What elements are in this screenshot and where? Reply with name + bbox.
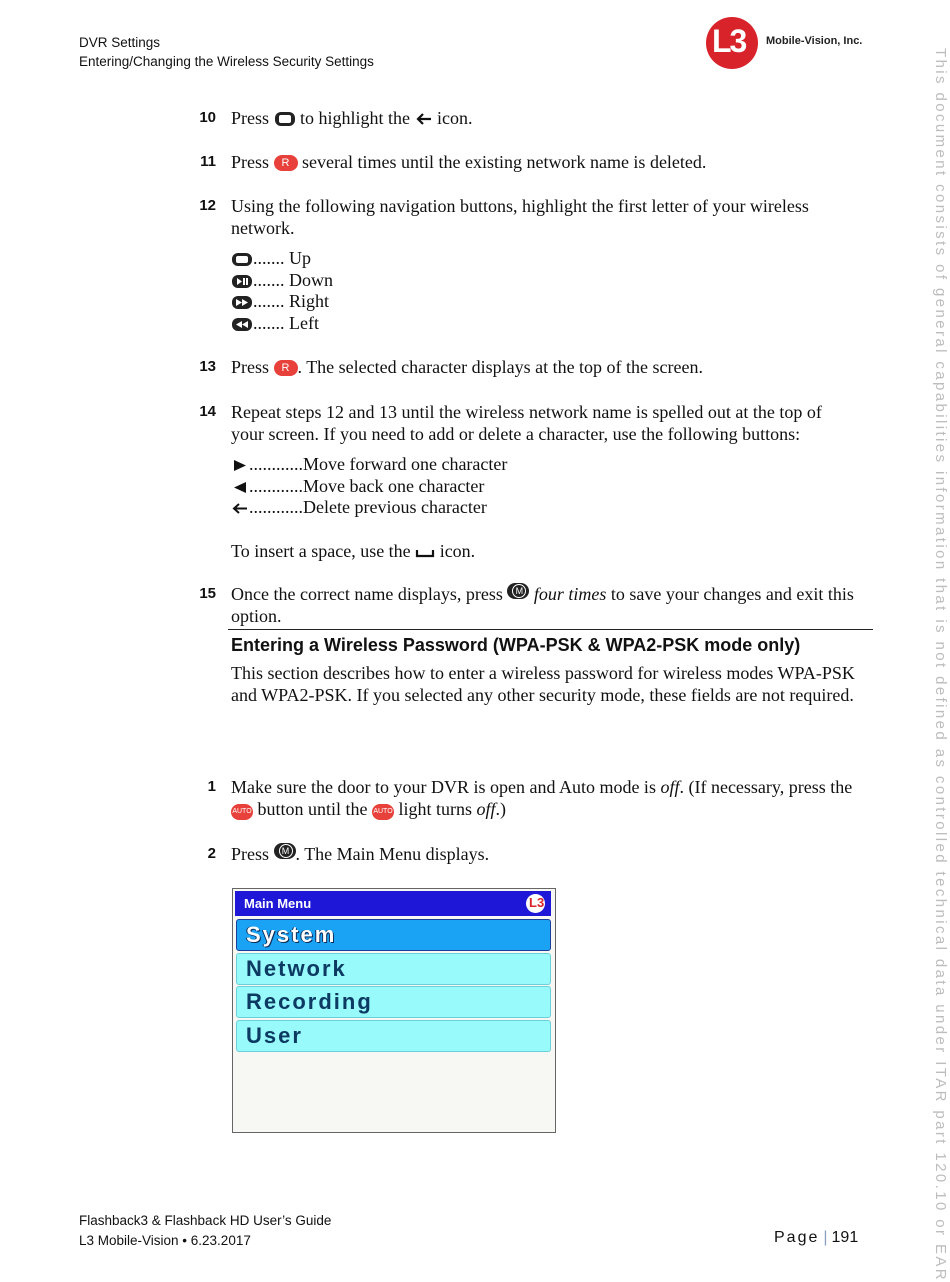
back-arrow-icon <box>415 111 433 127</box>
edit-key-list <box>231 454 507 519</box>
logo-company-name: Mobile-Vision, Inc. <box>766 35 863 47</box>
step-number: 11 <box>200 153 216 170</box>
back-arrow-icon <box>231 501 249 516</box>
fast-forward-button-icon <box>231 295 253 310</box>
step-text: Repeat steps 12 and 13 until the wireless network name is spelled out at the top of your screen. If you need to add or delete a character, use the following buttons: <box>231 402 822 444</box>
menu-item-user[interactable]: User <box>236 1020 551 1052</box>
key-forward: ............Move forward one character <box>231 454 507 476</box>
header-subsection: Entering/Changing the Wireless Security Settings <box>79 54 374 69</box>
rewind-button-icon <box>231 317 253 332</box>
section-intro: This section describes how to enter a wireless password for wireless modes WPA-PSK and WPA2-PSK. If you selected any other security mode, these fields are not required. <box>231 663 855 705</box>
footer-guide-title: Flashback3 & Flashback HD User’s Guide <box>79 1213 332 1228</box>
page-number: Page | 191 <box>774 1229 859 1246</box>
nav-right: ....... Right <box>231 291 333 313</box>
step-number: 2 <box>207 845 216 862</box>
section-title: Entering a Wireless Password (WPA-PSK & WPA2-PSK mode only) <box>231 635 801 655</box>
auto-light-icon: AUTO <box>372 804 394 820</box>
up-button-icon <box>274 111 296 127</box>
l3-logo-mark: L3 <box>706 17 758 69</box>
menu-button-icon: M <box>507 583 529 599</box>
nav-button-list <box>231 248 333 334</box>
r-button-icon: R <box>274 360 298 376</box>
header-section: DVR Settings <box>79 35 161 50</box>
menu-item-network[interactable]: Network <box>236 953 551 985</box>
footer-company-date: L3 Mobile-Vision • 6.23.2017 <box>79 1233 251 1248</box>
step-number: 13 <box>199 358 216 375</box>
menu-item-recording[interactable]: Recording <box>236 986 551 1018</box>
page-header <box>79 33 374 71</box>
space-instruction: To insert a space, use the icon. <box>231 541 476 561</box>
l3-logo-icon: L3 <box>526 894 545 913</box>
dvr-main-menu-screenshot <box>232 888 556 1133</box>
menu-item-system[interactable]: System <box>236 919 551 951</box>
auto-button-icon: AUTO <box>231 804 253 820</box>
space-icon <box>415 546 435 560</box>
r-button-icon: R <box>274 155 298 171</box>
company-logo <box>706 17 868 69</box>
screen-title: Main Menu <box>244 896 312 911</box>
nav-up: ....... Up <box>231 248 333 270</box>
step-number: 14 <box>199 403 216 420</box>
right-triangle-icon <box>231 458 249 473</box>
step-number: 15 <box>199 585 216 602</box>
up-button-icon <box>231 252 253 267</box>
screen-title-bar <box>235 891 551 916</box>
section-divider <box>228 629 873 630</box>
key-delete: ............Delete previous character <box>231 497 507 519</box>
nav-left: ....... Left <box>231 313 333 335</box>
key-back: ............Move back one character <box>231 476 507 498</box>
menu-button-icon: M <box>274 843 296 859</box>
nav-down: ....... Down <box>231 270 333 292</box>
itar-watermark: This document consists of general capabilities information that is not defined as controlled technical data under ITAR part 120.10 or EAR <box>932 48 949 1282</box>
step-number: 12 <box>199 197 216 214</box>
step-number: 10 <box>199 109 216 126</box>
step-text: Using the following navigation buttons, highlight the first letter of your wireless network. <box>231 196 809 238</box>
down-button-icon <box>231 274 253 289</box>
step-number: 1 <box>207 778 216 795</box>
left-triangle-icon <box>231 480 249 495</box>
page-footer <box>79 1211 331 1251</box>
